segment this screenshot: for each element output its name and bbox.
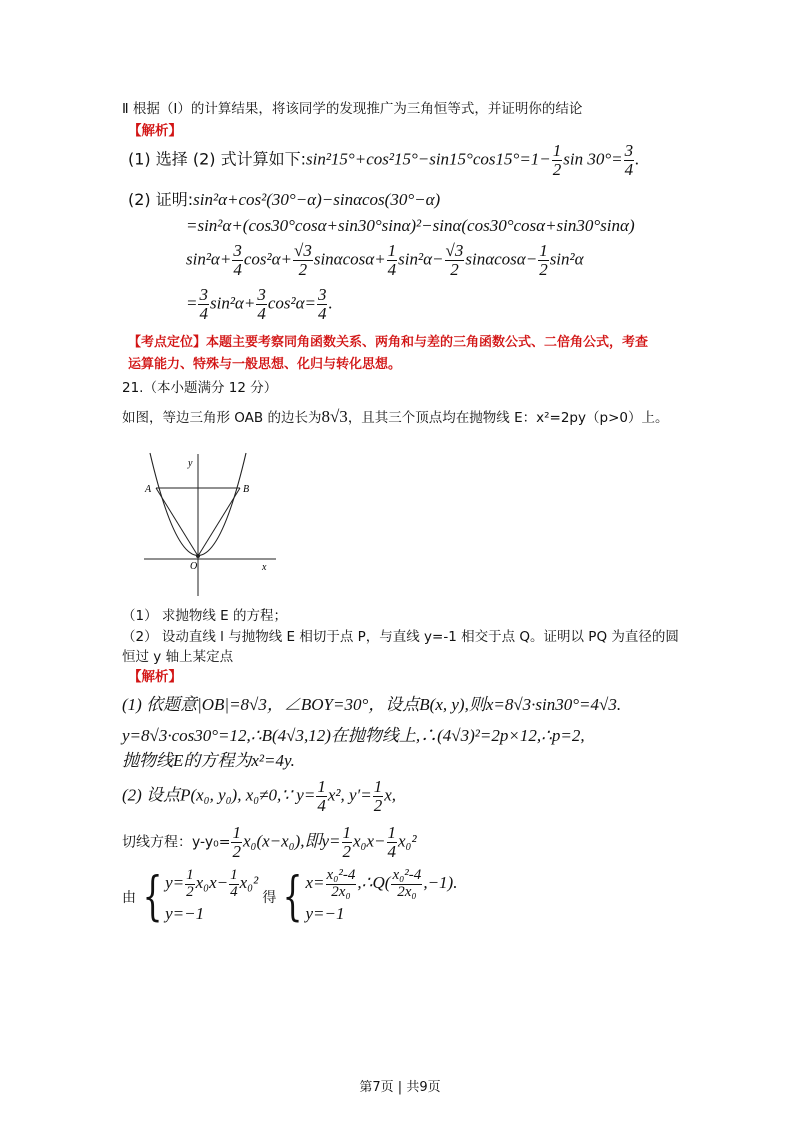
segment-OA: [156, 488, 198, 556]
solution-2-line3: sin²α+ $\frac{3}{4}$ cos²α+ $\frac{√3}{2}$ sinαcosα+ $\frac{1}{4}$ sin²α− $\frac{√3}{2}$ sinαcosα− $\frac{1}{2}$ sin²α: [186, 241, 584, 279]
sub-question-2-line1: （2） 设动直线 l 与抛物线 E 相切于点 P，与直线 y=-1 相交于点 Q。证明以 PQ 为直径的圆: [122, 629, 679, 645]
solution-1: (1) 选择 (2) 式计算如下:sin²15°+cos²15°−sin15°cos15°=1− $\frac{1}{2}$ sin 30°= $\frac{3}{4}$ .: [128, 141, 640, 179]
answer-1-line3: 抛物线E的方程为x²=4y.: [122, 751, 295, 770]
system-solution: 由 { y= $\frac{1}{2}$ x₀x− $\frac{1}{4}$ x₀² y=−1 得 { x= $\frac{\text{x₀²-4}}{\text{2x₀}}$ ,∴Q( $\frac{\text{x₀²-4}}{\text{2x₀}}$ ,−1). y=−1: [122, 867, 458, 927]
label-B: B: [243, 484, 250, 495]
point-O: [196, 554, 200, 558]
question-21-stem: 如图，等边三角形 OAB 的边长为8√3，且其三个顶点均在抛物线 E：x²=2py（p>0）上。: [122, 407, 669, 426]
answer-1-line2: y=8√3·cos30°=12,∴B(4√3,12)在抛物线上,∴(4√3)²=2p×12,∴p=2,: [122, 726, 585, 745]
tangent-equation: 切线方程：y-y₀= $\frac{1}{2}$ x₀(x−x₀),即y= $\frac{1}{2}$ x₀x− $\frac{1}{4}$ x₀²: [122, 823, 417, 861]
answer-2-intro: (2) 设点P(x₀, y₀), x₀≠0,∵ y= $\frac{1}{4}$ x², y′= $\frac{1}{2}$ x,: [122, 777, 396, 815]
analysis-label-2: 【解析】: [128, 669, 182, 685]
sub-question-1: （1） 求抛物线 E 的方程；: [122, 608, 287, 624]
page-footer: 第7页 | 共9页: [359, 1080, 441, 1095]
label-x: x: [262, 562, 267, 573]
solution-2-line2: =sin²α+(cos30°cosα+sin30°sinα)²−sinα(cos30°cosα+sin30°sinα): [186, 216, 635, 235]
solution-2-line4: = $\frac{3}{4}$ sin²α+ $\frac{3}{4}$ cos²α= $\frac{3}{4}$ .: [186, 285, 333, 323]
exam-point-line1: 【考点定位】本题主要考察同角函数关系、两角和与差的三角函数公式、二倍角公式，考查: [128, 335, 649, 350]
exam-point-line2: 运算能力、特殊与一般思想、化归与转化思想。: [128, 357, 402, 372]
solution-2-line1: (2) 证明:sin²α+cos²(30°−α)−sinαcos(30°−α): [128, 190, 441, 209]
label-O: O: [190, 561, 198, 572]
answer-1-line1: (1) 依题意|OB|=8√3，∠BOY=30°，设点B(x, y),则x=8√3·sin30°=4√3.: [122, 695, 622, 714]
label-A: A: [145, 484, 152, 495]
part2-question: Ⅱ 根据（Ⅰ）的计算结果，将该同学的发现推广为三角恒等式，并证明你的结论: [122, 101, 583, 117]
label-y: y: [188, 458, 193, 469]
analysis-label: 【解析】: [128, 123, 182, 139]
sub-question-2-line2: 恒过 y 轴上某定点: [122, 649, 234, 665]
question-21-title: 21.（本小题满分 12 分）: [122, 380, 278, 396]
parabola-figure: [140, 448, 280, 598]
segment-OB: [198, 488, 240, 556]
